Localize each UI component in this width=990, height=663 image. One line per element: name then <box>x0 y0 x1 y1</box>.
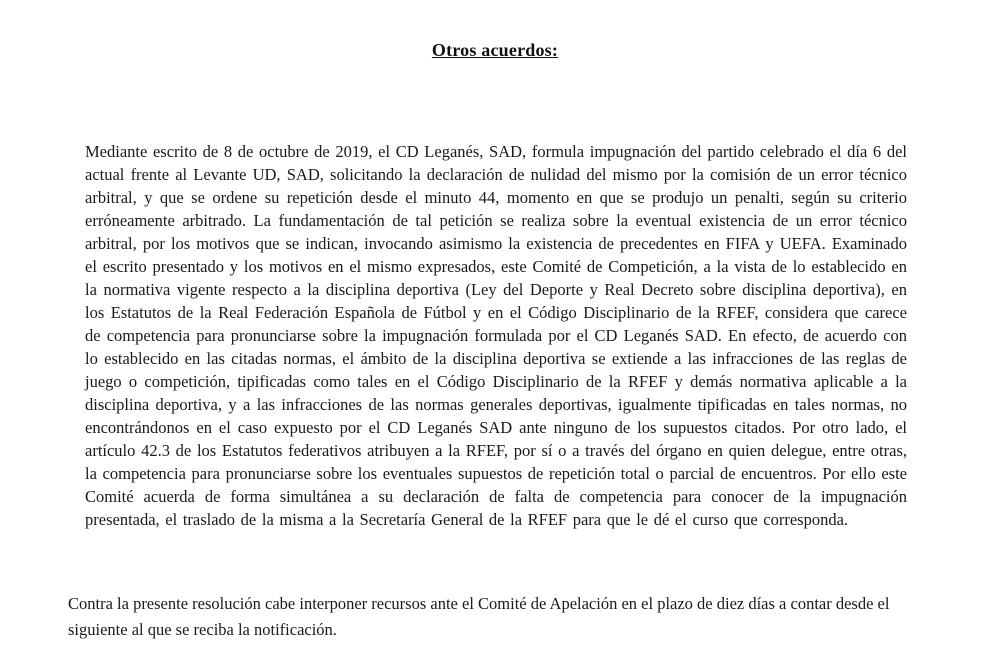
resolution-paragraph: Mediante escrito de 8 de octubre de 2019, el CD Leganés, SAD, formula impugnación del partido celebrado el día 6 del actual frente al Levante UD, SAD, solicitando la declaración de nulidad del mismo por la comisión de un error técnico arbitral, y que se ordene su repetición desde el minuto 44, momento en que se produjo un penalti, según su criterio erróneamente arbitrado. La fundamentación de tal petición se realiza sobre la eventual existencia de un error técnico arbitral, por los motivos que se indican, invocando asimismo la existencia de precedentes en FIFA y UEFA. Examinado el escrito presentado y los motivos en el mismo expresados, este Comité de Competición, a la vista de lo establecido en la normativa vigente respecto a la disciplina deportiva (Ley del Deporte y Real Decreto sobre disciplina deportiva), en los Estatutos de la Real Federación Española de Fútbol y en el Código Disciplinario de la RFEF, considera que carece de competencia para pronunciarse sobre la impugnación formulada por el CD Leganés SAD. En efecto, de acuerdo con lo establecido en las citadas normas, el ámbito de la disciplina deportiva se extiende a las infracciones de las reglas de juego o competición, tipificadas como tales en el Código Disciplinario de la RFEF y demás normativa aplicable a la disciplina deportiva, y a las infracciones de las normas generales deportivas, igualmente tipificadas en tales normas, no encontrándonos en el caso expuesto por el CD Leganés SAD ante ninguno de los supuestos citados. Por otro lado, el artículo 42.3 de los Estatutos federativos atribuyen a la RFEF, por sí o a través del órgano en quien delegue, entre otras, la competencia para pronunciarse sobre los eventuales supuestos de repetición total o parcial de encuentros. Por ello este Comité acuerda de forma simultánea a su declaración de falta de competencia para conocer de la impugnación presentada, el traslado de la misma a la Secretaría General de la RFEF para que le dé el curso que corresponda. <box>85 142 907 529</box>
appeal-notice-paragraph: Contra la presente resolución cabe interponer recursos ante el Comité de Apelación en el plazo de diez días a contar desde el siguiente al que se reciba la notificación. <box>68 594 890 639</box>
document-title: Otros acuerdos: <box>431 40 559 60</box>
